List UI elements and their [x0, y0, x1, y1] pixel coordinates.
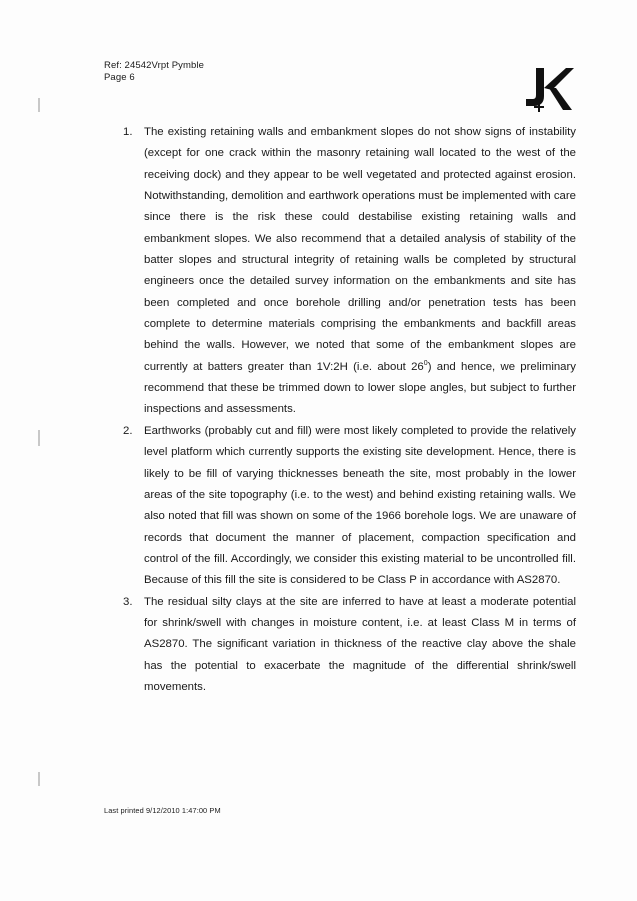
punch-mark: [38, 430, 40, 446]
page-number: Page 6: [104, 72, 135, 83]
list-item: [120, 421, 576, 592]
item-text: Earthworks (probably cut and fill) were most likely completed to provide the relatively level platform which currently supports the existing site development. Hence, there is likely to be fill of varying thicknesses beneath the site, most probably in the lower areas of the site topography (i.e. to the west) and behind existing retaining walls. We also noted that fill was shown on some of the 1966 borehole logs. We are unaware of records that document the manner of placement, compaction specification and control of the fill. Accordingly, we consider this existing material to be uncontrolled fill. Because of this fill the site is considered to be Class P in accordance with AS2870.: [144, 424, 576, 587]
degree-superscript: 0: [423, 359, 428, 367]
reference-number: Ref: 24542Vrpt Pymble: [104, 60, 204, 71]
item-text: ) and hence, we preliminary recommend that these be trimmed down to lower slope angles, but subject to further inspections and assessments.: [144, 360, 577, 416]
list-item: [120, 122, 576, 421]
punch-mark: [38, 772, 40, 786]
item-number: 3.: [123, 595, 133, 608]
findings-list: [120, 122, 576, 698]
list-item: [120, 592, 576, 699]
item-text: The residual silty clays at the site are inferred to have at least a moderate potential for shrink/swell with changes in moisture content, i.e. at least Class M in terms of AS2870. The significant variation in thickness of the reactive clay above the shale has the potential to exacerbate the magnitude of the differential shrink/swell movements.: [144, 595, 576, 693]
item-number: 2.: [123, 424, 133, 437]
punch-mark: [38, 98, 40, 112]
item-number: 1.: [123, 126, 133, 138]
item-text: The existing retaining walls and embankment slopes do not show signs of instability (except for one crack within the masonry retaining wall located to the west of the receiving dock) and they appear to be well vegetated and protected against erosion. Notwithstanding, demolition and earthwork operations must be implemented with care since there is the risk these could destabilise existing retaining walls and embankment slopes. We also recommend that a detailed analysis of stability of the batter slopes and structural integrity of retaining walls be completed by structural engineers once the detailed survey information on the embankments and site has been completed and once borehole drilling and/or penetration tests has been complete to determine materials comprising the embankments and backfill areas behind the walls. However, we noted that some of the embankment slopes are currently at batters greater than 1V:2H (i.e. about 26: [144, 126, 576, 373]
jk-logo-icon: [516, 66, 574, 112]
numbered-findings: [120, 122, 576, 698]
print-footer: Last printed 9/12/2010 1:47:00 PM: [104, 806, 221, 815]
reference-header: [104, 60, 204, 84]
